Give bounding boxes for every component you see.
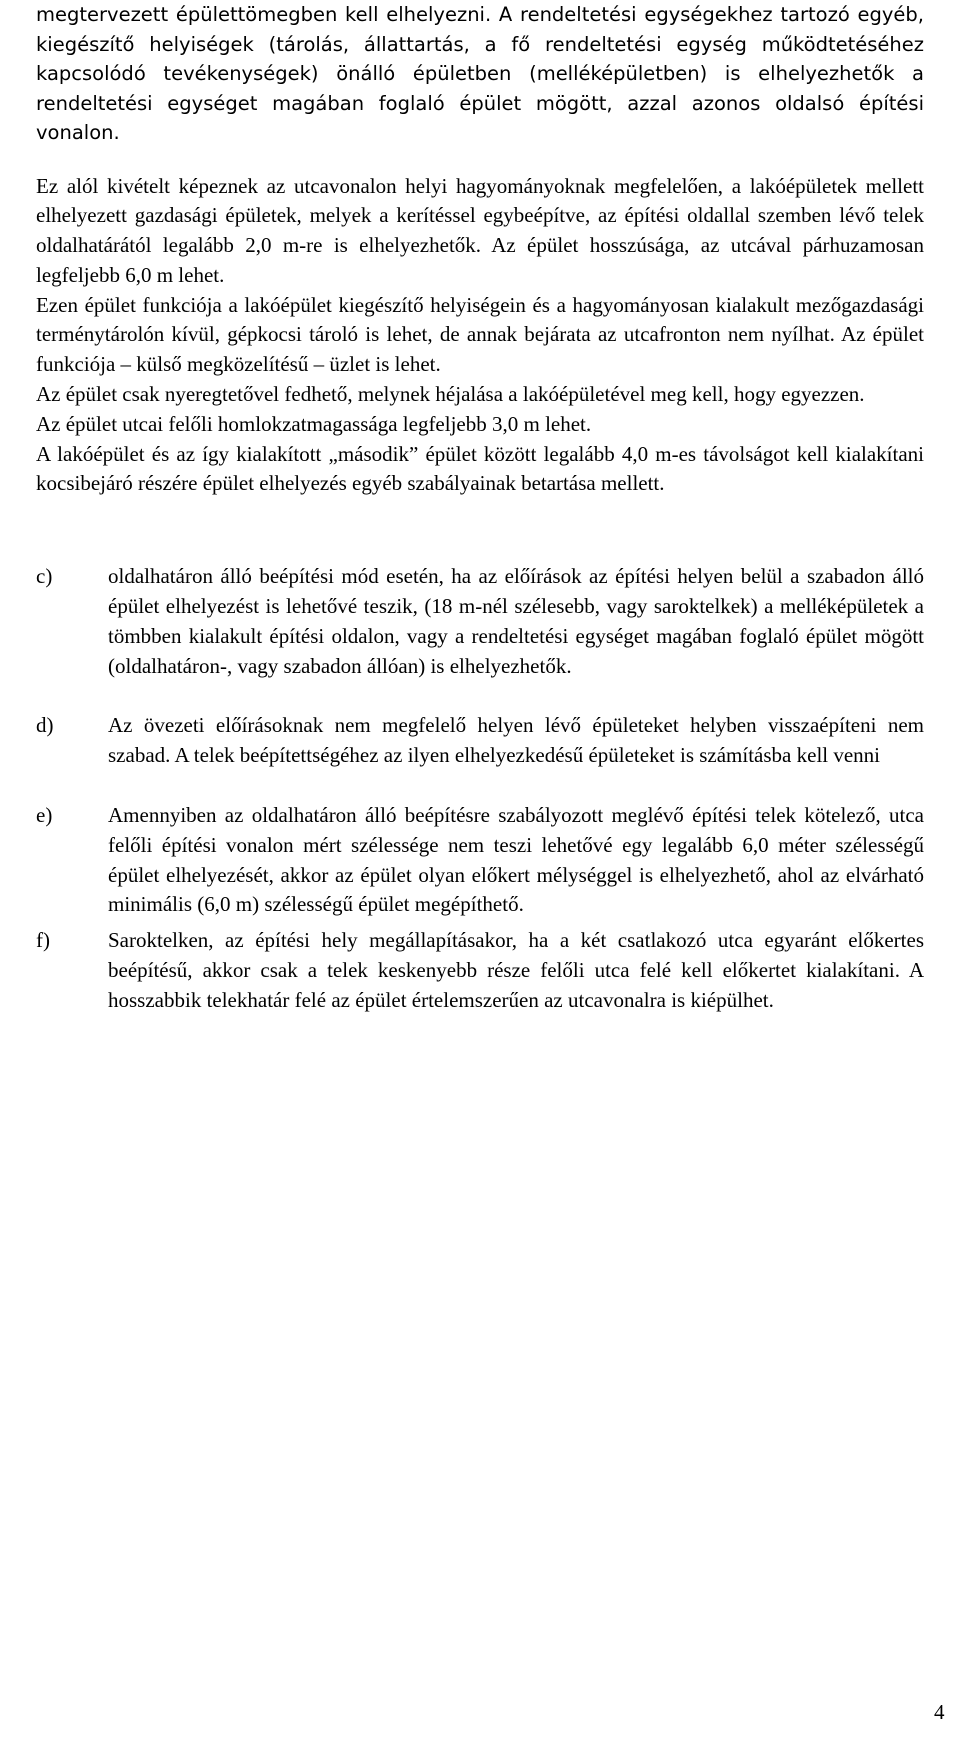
list-item — [36, 926, 924, 1015]
list-item — [36, 562, 924, 681]
list-marker: f) — [36, 928, 50, 953]
paragraph: Az épület csak nyeregtetővel fedhető, melynek héjalása a lakóépületével meg kell, hogy egyezzen. — [36, 382, 865, 407]
list-item — [36, 801, 924, 920]
paragraph: A lakóépület és az így kialakított „második” épület között legalább 4,0 m-es távolságot kell kialakítani kocsibejáró részére épület elhelyezés egyéb szabályainak betartása mellett. — [36, 441, 924, 496]
list-item-text: Saroktelken, az építési hely megállapításakor, ha a két csatlakozó utca egyaránt előkertes beépítésű, akkor csak a telek keskenyebb része felőli utca felé kell előkertet kialakítani. A hosszabbik telekhatár felé az épület értelemszerűen az utcavonalra is kiépülhet. — [108, 928, 924, 1012]
paragraph: Az épület utcai felőli homlokzatmagassága legfeljebb 3,0 m lehet. — [36, 411, 592, 436]
paragraph: Ezen épület funkciója a lakóépület kiegészítő helyiségein és a hagyományosan kialakult mezőgazdasági terménytárolón kívül, gépkocsi tároló is lehet, de annak bejárata az utcafronton nem nyílhat. Az épület funkciója – külső megközelítésű – üzlet is lehet. — [36, 292, 924, 377]
list-marker: c) — [36, 564, 53, 589]
list-item — [36, 711, 924, 771]
list-item-text: Az övezeti előírásoknak nem megfelelő helyen lévő épületeket helyben visszaépíteni nem szabad. A telek beépítettségéhez az ilyen elhelyezkedésű épületeket is számításba kell venni — [108, 713, 924, 768]
document-page — [36, 0, 924, 1016]
list-marker: d) — [36, 713, 54, 738]
list-marker: e) — [36, 803, 53, 828]
exception-block — [36, 172, 924, 500]
intro-paragraph: megtervezett épülettömegben kell elhelyezni. A rendeltetési egységekhez tartozó egyéb, kiegészítő helyiségek (tárolás, állattartás, a fő rendeltetési egység működtetéséhez kapcsolódó tevékenységek) önálló épületben (melléképületben) is elhelyezhetők a rendeltetési egységet magában foglaló épület mögött, azzal azonos oldalsó építési vonalon. — [36, 3, 924, 144]
page-number: 4 — [934, 1700, 945, 1724]
paragraph: Ez alól kivételt képeznek az utcavonalon helyi hagyományoknak megfelelően, a lakóépületek mellett elhelyezett gazdasági épületek, melyek a kerítéssel egybeépítve, az építési oldallal szemben lévő telek oldalhatárától legalább 2,0 m-re is elhelyezhetők. Az épület hosszúsága, az utcával párhuzamosan legfeljebb 6,0 m lehet. — [36, 173, 924, 287]
list-item-text: oldalhatáron álló beépítési mód esetén, ha az előírások az építési helyen belül a szabadon álló épület elhelyezést is lehetővé teszik, (18 m-nél szélesebb, vagy saroktelkek) a melléképületek a tömbben kialakult építési oldalon, vagy a rendeltetési egységet magában foglaló épület mögött (oldalhatáron-, vagy szabadon állóan) is elhelyezhetők. — [108, 564, 924, 678]
list-item-text: Amennyiben az oldalhatáron álló beépítésre szabályozott meglévő építési telek kötelező, utca felőli építési vonalon mért szélessége nem teszi lehetővé egy legalább 6,0 méter szélességű épület elhelyezését, akkor az épület olyan előkert mélységgel is elhelyezhető, ahol az elvárható minimális (6,0 m) szélességű épület megépíthető. — [108, 803, 924, 917]
